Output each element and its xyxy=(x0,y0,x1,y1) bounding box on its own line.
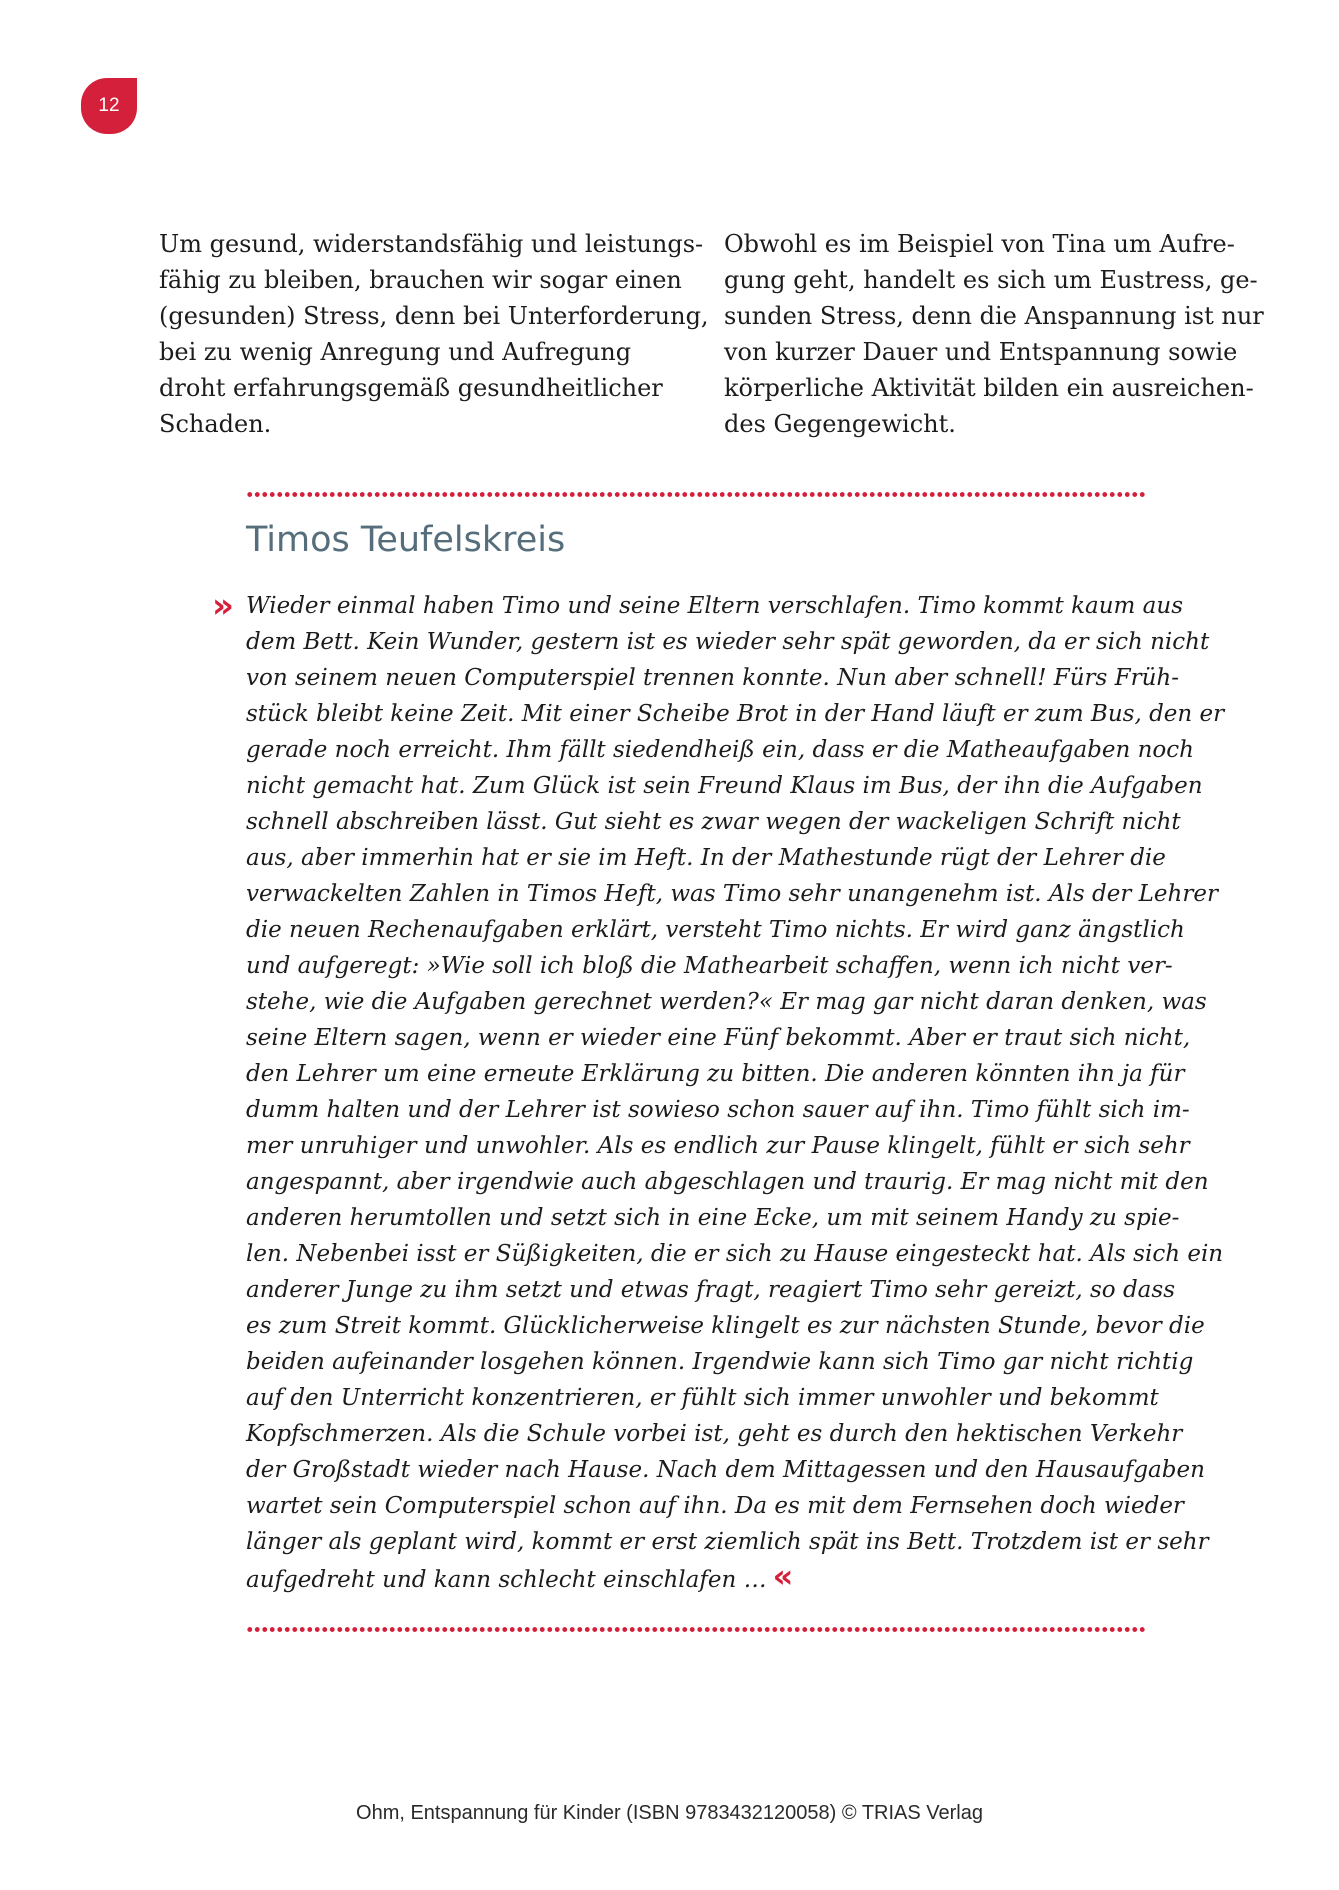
story-line: die neuen Rechenaufgaben erklärt, versteht Timo nichts. Er wird ganz ängstlich xyxy=(246,917,1185,943)
story-line: seine Eltern sagen, wenn er wieder eine Fünf bekommt. Aber er traut sich nicht, xyxy=(246,1025,1191,1051)
story-line: aus, aber immerhin hat er sie im Heft. In der Mathestunde rügt der Lehrer die xyxy=(246,845,1166,871)
page-number-badge xyxy=(81,78,137,134)
story-line: länger als geplant wird, kommt er erst ziemlich spät ins Bett. Trotzdem ist er sehr xyxy=(246,1529,1209,1555)
intro-right-line: sunden Stress, denn die Anspannung ist nur xyxy=(724,302,1264,330)
story-text xyxy=(246,588,1225,1598)
intro-column-right xyxy=(724,226,1264,442)
intro-right-line: körperliche Aktivität bilden ein ausreichen- xyxy=(724,374,1254,402)
story-line: angespannt, aber irgendwie auch abgeschlagen und traurig. Er mag nicht mit den xyxy=(246,1169,1209,1195)
dotted-divider-top xyxy=(246,492,1146,497)
story-line: len. Nebenbei isst er Süßigkeiten, die er sich zu Hause eingesteckt hat. Als sich ein xyxy=(246,1241,1224,1267)
story-line: auf den Unterricht konzentrieren, er fühlt sich immer unwohler und bekommt xyxy=(246,1385,1159,1411)
story-line: schnell abschreiben lässt. Gut sieht es zwar wegen der wackeligen Schrift nicht xyxy=(246,809,1181,835)
intro-left-line: Schaden. xyxy=(159,410,272,438)
intro-left-line: Um gesund, widerstandsfähig und leistungs- xyxy=(159,230,704,258)
story-line: verwackelten Zahlen in Timos Heft, was Timo sehr unangenehm ist. Als der Lehrer xyxy=(246,881,1218,907)
story-line: und aufgeregt: »Wie soll ich bloß die Mathearbeit schaffen, wenn ich nicht ver- xyxy=(246,953,1173,979)
story-line: stück bleibt keine Zeit. Mit einer Scheibe Brot in der Hand läuft er zum Bus, den er xyxy=(246,701,1225,727)
quote-close-icon: « xyxy=(772,1557,794,1595)
intro-right-line: Obwohl es im Beispiel von Tina um Aufre- xyxy=(724,230,1235,258)
page-number: 12 xyxy=(98,95,120,116)
story-line: nicht gemacht hat. Zum Glück ist sein Freund Klaus im Bus, der ihn die Aufgaben xyxy=(246,773,1203,799)
story-line: dumm halten und der Lehrer ist sowieso schon sauer auf ihn. Timo fühlt sich im- xyxy=(246,1097,1190,1123)
box-title: Timos Teufelskreis xyxy=(246,520,566,560)
story-line: mer unruhiger und unwohler. Als es endlich zur Pause klingelt, fühlt er sich sehr xyxy=(246,1133,1190,1159)
footer-credit: Ohm, Entspannung für Kinder (ISBN 9783432120058) © TRIAS Verlag xyxy=(356,1802,983,1824)
intro-right-line: gung geht, handelt es sich um Eustress, ge- xyxy=(724,266,1258,294)
intro-right-line: von kurzer Dauer und Entspannung sowie xyxy=(724,338,1238,366)
intro-left-line: droht erfahrungsgemäß gesundheitlicher xyxy=(159,374,663,402)
quote-open-icon: » xyxy=(212,586,234,626)
story-line: Kopfschmerzen. Als die Schule vorbei ist, geht es durch den hektischen Verkehr xyxy=(246,1421,1183,1447)
story-line: wartet sein Computerspiel schon auf ihn. Da es mit dem Fernsehen doch wieder xyxy=(246,1493,1184,1519)
story-line: beiden aufeinander losgehen können. Irgendwie kann sich Timo gar nicht richtig xyxy=(246,1349,1194,1375)
intro-left-line: bei zu wenig Anregung und Aufregung xyxy=(159,338,632,366)
story-line: anderen herumtollen und setzt sich in eine Ecke, um mit seinem Handy zu spie- xyxy=(246,1205,1180,1231)
story-line: es zum Streit kommt. Glücklicherweise klingelt es zur nächsten Stunde, bevor die xyxy=(246,1313,1205,1339)
story-line: den Lehrer um eine erneute Erklärung zu bitten. Die anderen könnten ihn ja für xyxy=(246,1061,1185,1087)
intro-left-line: fähig zu bleiben, brauchen wir sogar einen xyxy=(159,266,682,294)
intro-left-line: (gesunden) Stress, denn bei Unterforderung, xyxy=(159,302,709,330)
story-line: der Großstadt wieder nach Hause. Nach dem Mittagessen und den Hausaufgaben xyxy=(246,1457,1205,1483)
intro-column-left xyxy=(159,226,709,442)
story-line: dem Bett. Kein Wunder, gestern ist es wieder sehr spät geworden, da er sich nicht xyxy=(246,629,1210,655)
story-line: von seinem neuen Computerspiel trennen konnte. Nun aber schnell! Fürs Früh- xyxy=(246,665,1179,691)
story-line: Wieder einmal haben Timo und seine Eltern verschlafen. Timo kommt kaum aus xyxy=(246,593,1184,619)
story-line: stehe, wie die Aufgaben gerechnet werden?« Er mag gar nicht daran denken, was xyxy=(246,989,1207,1015)
story-line-last xyxy=(246,1557,1146,1598)
story-line: gerade noch erreicht. Ihm fällt siedendheiß ein, dass er die Matheaufgaben noch xyxy=(246,737,1194,763)
story-line: anderer Junge zu ihm setzt und etwas fragt, reagiert Timo sehr gereizt, so dass xyxy=(246,1277,1175,1303)
story-line: aufgedreht und kann schlecht einschlafen … xyxy=(246,1567,767,1593)
intro-right-line: des Gegengewicht. xyxy=(724,410,956,438)
dotted-divider-bottom xyxy=(246,1627,1146,1632)
